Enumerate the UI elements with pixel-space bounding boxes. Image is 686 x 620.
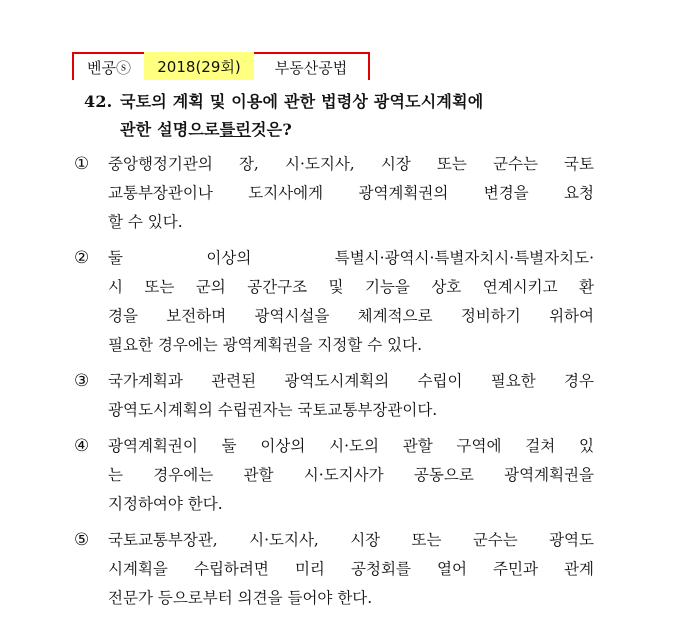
option-text-line: 둘 이상의 특별시·광역시·특별자치시·특별자치도·: [108, 249, 594, 267]
answer-option-1[interactable]: [74, 150, 594, 237]
option-text: [108, 367, 594, 425]
option-marker: ⑤: [74, 530, 90, 550]
option-text-line: 필요한 경우에는 광역계획권을 지정할 수 있다.: [108, 336, 423, 354]
answer-options: [74, 150, 594, 620]
option-text-line: 국가계획과 관련된 광역도시계획의 수립이 필요한 경우: [108, 372, 594, 390]
category-label: 벤공ⓢ: [72, 52, 144, 80]
question-line-2: [84, 116, 624, 144]
option-text-line: 할 수 있다.: [108, 213, 183, 231]
option-text: [108, 244, 594, 360]
option-text-line: 전문가 등으로부터 의견을 들어야 한다.: [108, 589, 373, 607]
question-keyword-underlined: 틀린: [219, 120, 252, 139]
option-marker: ①: [74, 154, 90, 174]
option-text-line: 시 또는 군의 공간구조 및 기능을 상호 연계시키고 환: [108, 278, 594, 296]
option-text-line: 교통부장관이나 도지사에게 광역계획권의 변경을 요청: [108, 184, 594, 202]
answer-option-5[interactable]: [74, 526, 594, 613]
option-text-line: 지정하여야 한다.: [108, 495, 223, 513]
answer-option-3[interactable]: [74, 367, 594, 425]
option-text-line: 중앙행정기관의 장, 시·도지사, 시장 또는 군수는 국토: [108, 155, 594, 173]
subject-label: 부동산공법: [254, 52, 370, 80]
exam-header: [72, 52, 370, 80]
option-marker: ②: [74, 248, 90, 268]
option-text: [108, 432, 594, 519]
answer-option-2[interactable]: [74, 244, 594, 360]
question-stem: [84, 88, 624, 144]
option-marker: ③: [74, 371, 90, 391]
option-text-line: 광역도시계획의 수립권자는 국토교통부장관이다.: [108, 401, 438, 419]
option-text-line: 광역계획권이 둘 이상의 시·도의 관할 구역에 걸쳐 있: [108, 437, 594, 455]
option-text-line: 시계획을 수립하려면 미리 공청회를 열어 주민과 관계: [108, 560, 594, 578]
answer-option-4[interactable]: [74, 432, 594, 519]
question-text-before: 관한 설명으로: [120, 120, 220, 139]
exam-year-label: 2018(29회): [144, 52, 254, 80]
option-text-line: 경을 보전하며 광역시설을 체계적으로 정비하기 위하여: [108, 307, 594, 325]
option-text: [108, 150, 594, 237]
option-text-line: 국토교통부장관, 시·도지사, 시장 또는 군수는 광역도: [108, 531, 594, 549]
question-text-line-1: 국토의 계획 및 이용에 관한 법령상 광역도시계획에: [120, 92, 484, 111]
option-text: [108, 526, 594, 613]
question-number: 42.: [84, 92, 113, 111]
question-text-after: 것은?: [251, 120, 292, 139]
question-line-1: [84, 88, 624, 116]
option-text-line: 는 경우에는 관할 시·도지사가 공동으로 광역계획권을: [108, 466, 594, 484]
option-marker: ④: [74, 436, 90, 456]
